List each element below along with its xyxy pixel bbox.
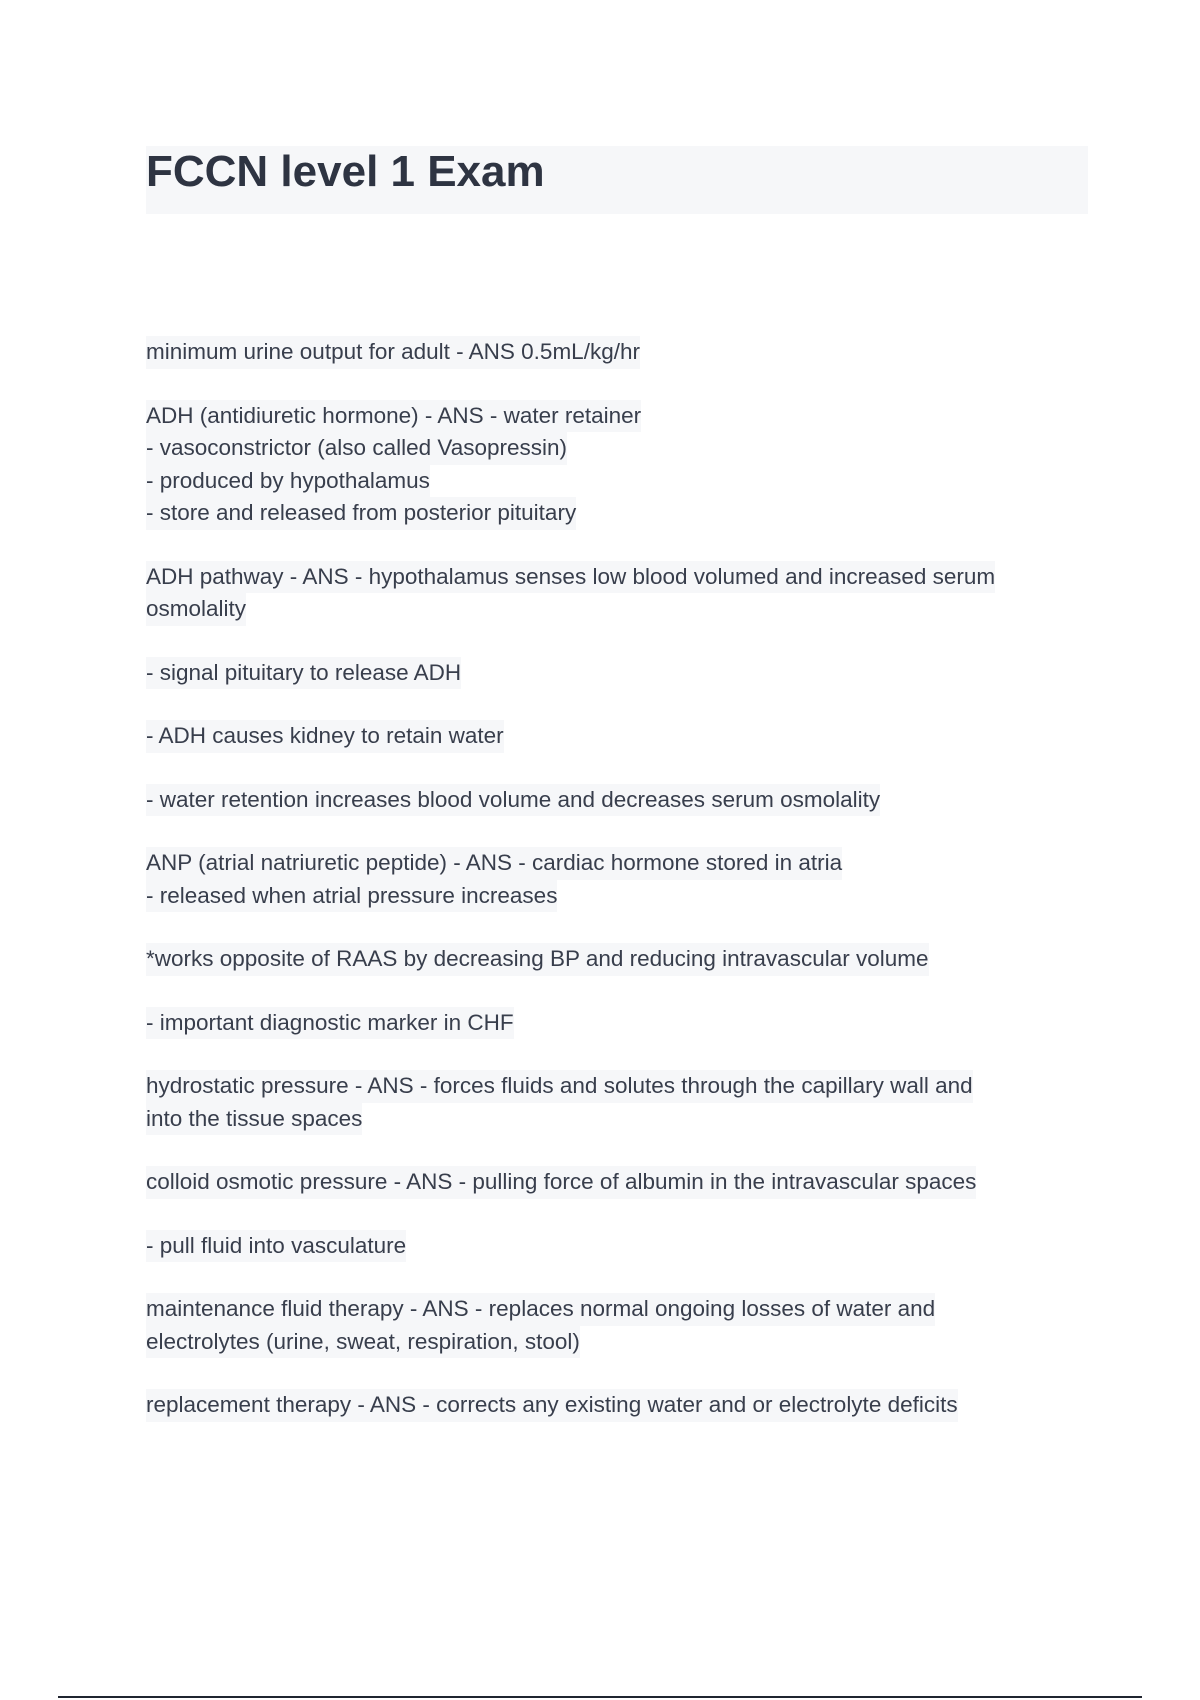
- entry-line-continued: - vasoconstrictor (also called Vasopressin): [146, 432, 567, 465]
- flashcard-entry: [146, 1166, 1086, 1199]
- flashcard-entry: [146, 784, 1086, 817]
- flashcard-entry: [146, 1070, 1086, 1135]
- entry-line-continued: osmolality: [146, 593, 246, 626]
- entry-line-term: - important diagnostic marker in CHF: [146, 1007, 514, 1040]
- document-body: [146, 336, 1086, 1453]
- flashcard-entry: [146, 720, 1086, 753]
- entry-line-term: - signal pituitary to release ADH: [146, 657, 461, 690]
- flashcard-entry: [146, 1389, 1086, 1422]
- entry-line-term: ADH (antidiuretic hormone) - ANS - water retainer: [146, 400, 641, 433]
- flashcard-entry: [146, 943, 1086, 976]
- entry-line-continued: into the tissue spaces: [146, 1103, 362, 1136]
- entry-line-continued: - released when atrial pressure increases: [146, 880, 557, 913]
- entry-line-term: - pull fluid into vasculature: [146, 1230, 406, 1263]
- flashcard-entry: [146, 1293, 1086, 1358]
- flashcard-entry: [146, 1230, 1086, 1263]
- flashcard-entry: [146, 847, 1086, 912]
- page-footer-rule: [58, 1696, 1142, 1698]
- entry-line-continued: electrolytes (urine, sweat, respiration, stool): [146, 1326, 580, 1359]
- entry-line-term: maintenance fluid therapy - ANS - replaces normal ongoing losses of water and: [146, 1293, 935, 1326]
- entry-line-term: colloid osmotic pressure - ANS - pulling force of albumin in the intravascular spaces: [146, 1166, 976, 1199]
- entry-line-term: - water retention increases blood volume and decreases serum osmolality: [146, 784, 880, 817]
- flashcard-entry: [146, 336, 1086, 369]
- entry-line-term: *works opposite of RAAS by decreasing BP and reducing intravascular volume: [146, 943, 929, 976]
- entry-line-term: replacement therapy - ANS - corrects any existing water and or electrolyte deficits: [146, 1389, 958, 1422]
- flashcard-entry: [146, 561, 1086, 626]
- flashcard-entry: [146, 657, 1086, 690]
- flashcard-entry: [146, 1007, 1086, 1040]
- entry-line-term: ANP (atrial natriuretic peptide) - ANS - cardiac hormone stored in atria: [146, 847, 842, 880]
- entry-line-term: ADH pathway - ANS - hypothalamus senses low blood volumed and increased serum: [146, 561, 995, 594]
- entry-line-continued: - produced by hypothalamus: [146, 465, 430, 498]
- entry-line-term: - ADH causes kidney to retain water: [146, 720, 504, 753]
- page-title: FCCN level 1 Exam: [146, 147, 545, 196]
- entry-line-term: hydrostatic pressure - ANS - forces fluids and solutes through the capillary wall and: [146, 1070, 973, 1103]
- entry-line-continued: - store and released from posterior pituitary: [146, 497, 576, 530]
- entry-line-term: minimum urine output for adult - ANS 0.5mL/kg/hr: [146, 336, 640, 369]
- flashcard-entry: [146, 400, 1086, 530]
